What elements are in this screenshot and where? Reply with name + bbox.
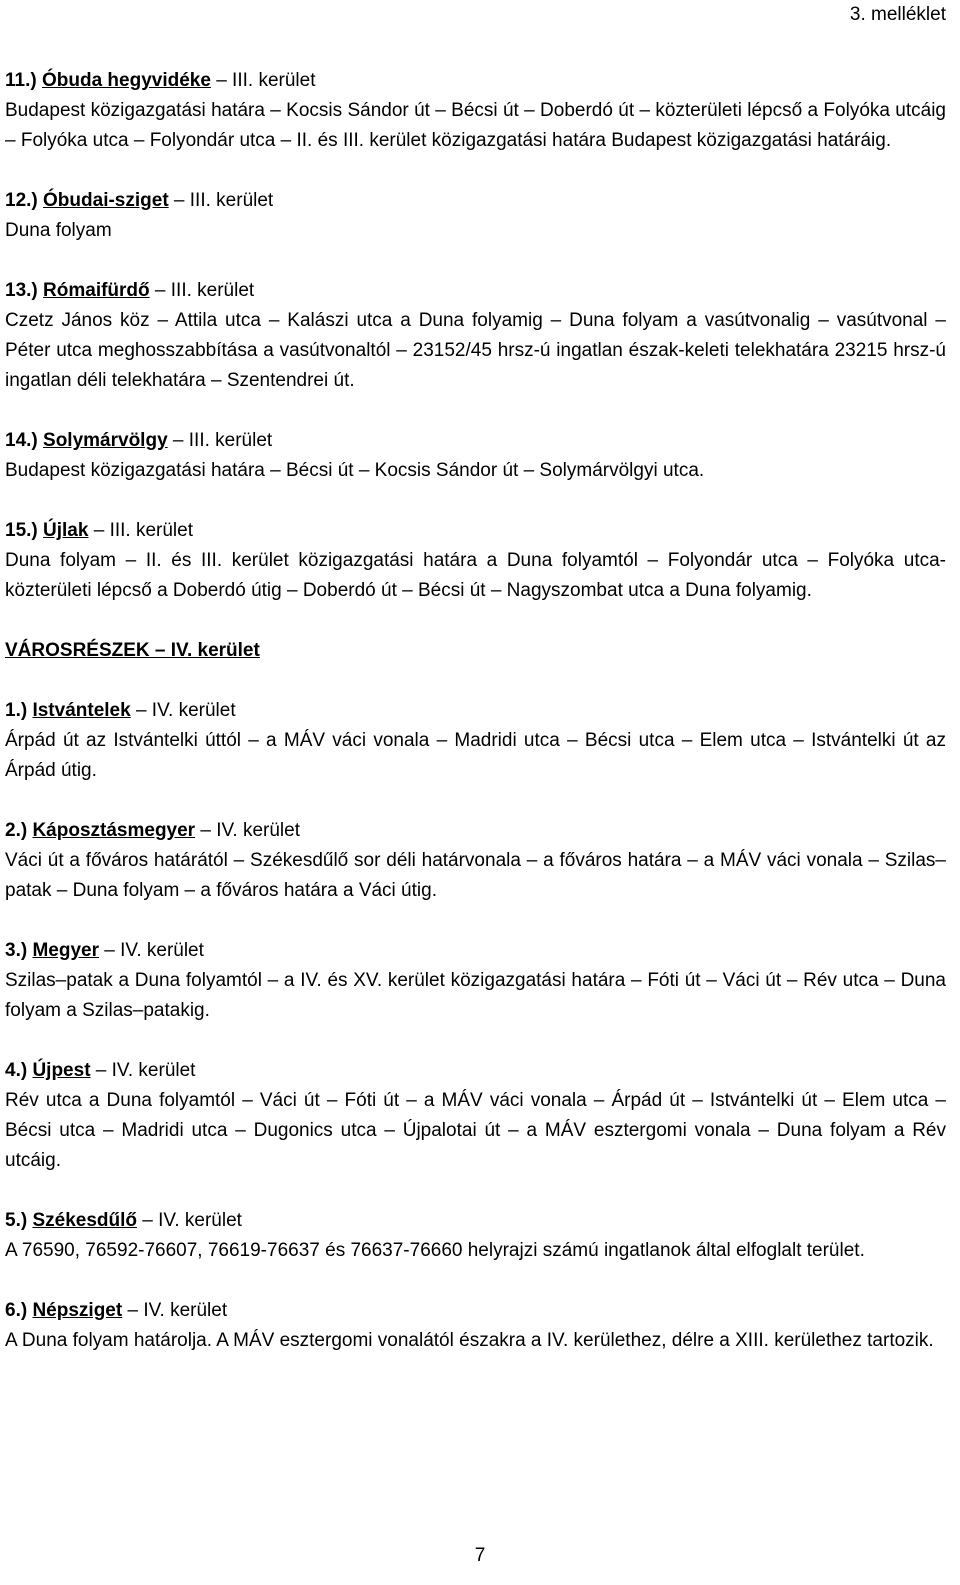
section-district: – IV. kerület [195,820,300,841]
sections-iv-district [5,696,946,1356]
district-heading: VÁROSRÉSZEK – IV. kerület [5,640,260,661]
annex-label: 3. melléklet [849,4,946,25]
section-heading [5,696,946,726]
section-number: 1.) [5,700,33,721]
section-sections_a-4 [5,516,946,606]
section-body: Budapest közigazgatási határa – Kocsis Sándor út – Bécsi út – Doberdó út – közterületi lépcső a Folyóka utcáig – Folyóka utca – Folyondár utca – II. és III. kerület közigazgatási határa Budapest közigazgatási határáig. [5,100,946,151]
section-sections_b-5 [5,1296,946,1356]
section-heading [5,936,946,966]
section-heading [5,816,946,846]
section-district: – III. kerület [168,190,274,211]
section-sections_a-0 [5,66,946,156]
section-heading [5,1206,946,1236]
section-sections_b-3 [5,1056,946,1176]
section-district: – III. kerület [88,520,193,541]
section-body: Budapest közigazgatási határa – Bécsi út – Kocsis Sándor út – Solymárvölgyi utca. [5,460,705,481]
section-name: Óbuda hegyvidéke [41,70,211,91]
section-body: Váci út a főváros határától – Székesdűlő sor déli határvonala – a főváros határa – a MÁV váci vonala – Szilas–patak – Duna folyam – a főváros határa a Váci útig. [5,850,946,901]
section-name: Istvántelek [32,700,131,721]
section-name: Népsziget [32,1300,123,1321]
section-number: 4.) [5,1060,33,1081]
section-sections_b-2 [5,936,946,1026]
section-district: – IV. kerület [98,940,204,961]
section-sections_a-2 [5,276,946,396]
section-name: Székesdűlő [32,1210,137,1231]
section-body: A Duna folyam határolja. A MÁV esztergomi vonalától északra a IV. kerülethez, délre a XIII. kerülethez tartozik. [5,1330,934,1351]
section-number: 12.) [5,190,44,211]
section-district: – III. kerület [167,430,273,451]
page-number: 7 [474,1545,486,1566]
section-heading [5,66,946,96]
section-sections_b-4 [5,1206,946,1266]
section-number: 5.) [5,1210,33,1231]
section-name: Rómaifürdő [43,280,150,301]
section-heading [5,426,946,456]
section-sections_b-1 [5,816,946,906]
section-district: – III. kerület [210,70,316,91]
section-heading [5,516,946,546]
document-body [5,66,946,1386]
section-number: 3.) [5,940,33,961]
section-number: 14.) [5,430,44,451]
section-body: Czetz János köz – Attila utca – Kalászi utca a Duna folyamig – Duna folyam a vasútvonalig – vasútvonal – Péter utca meghosszabbítása a vasútvonaltól – 23152/45 hrsz-ú ingatlan észak-keleti telekhatára 23215 hrsz-ú ingatlan déli telekhatára – Szentendrei út. [5,310,946,391]
section-body: Szilas–patak a Duna folyamtól – a IV. és XV. kerület közigazgatási határa – Fóti út – Váci út – Rév utca – Duna folyam a Szilas–patakig. [5,970,946,1021]
section-heading [5,1056,946,1086]
section-sections_a-1 [5,186,946,246]
section-name: Megyer [32,940,99,961]
section-name: Újlak [43,520,89,541]
section-heading [5,1296,946,1326]
section-body: Rév utca a Duna folyamtól – Váci út – Fóti út – a MÁV váci vonala – Árpád út – Istvántelki út – Elem utca – Bécsi utca – Madridi utca – Dugonics utca – Újpalotai út – a MÁV esztergomi vonala – Duna folyam a Rév utcáig. [5,1090,946,1171]
sections-iii-district [5,66,946,606]
section-sections_a-3 [5,426,946,486]
section-number: 11.) [5,70,42,91]
section-body: A 76590, 76592-76607, 76619-76637 és 76637-76660 helyrajzi számú ingatlanok által elfoglalt terület. [5,1240,865,1261]
section-number: 13.) [5,280,44,301]
section-body: Árpád út az Istvántelki úttól – a MÁV váci vonala – Madridi utca – Bécsi utca – Elem utca – Istvántelki út az Árpád útig. [5,730,946,781]
section-name: Óbudai-sziget [43,190,169,211]
section-district: – IV. kerület [90,1060,196,1081]
section-heading [5,276,946,306]
section-name: Újpest [32,1060,91,1081]
section-district: – IV. kerület [137,1210,242,1231]
section-body: Duna folyam – II. és III. kerület közigazgatási határa a Duna folyamtól – Folyondár utca – Folyóka utca- közterületi lépcső a Doberdó útig – Doberdó út – Bécsi út – Nagyszombat utca a Duna folyamig. [5,550,946,601]
section-number: 6.) [5,1300,33,1321]
section-district: – IV. kerület [122,1300,228,1321]
section-body: Duna folyam [5,220,112,241]
section-number: 2.) [5,820,33,841]
section-number: 15.) [5,520,44,541]
section-district: – III. kerület [149,280,255,301]
section-name: Solymárvölgy [43,430,168,451]
section-heading [5,186,946,216]
section-sections_b-0 [5,696,946,786]
section-name: Káposztásmegyer [32,820,196,841]
section-district: – IV. kerület [130,700,236,721]
